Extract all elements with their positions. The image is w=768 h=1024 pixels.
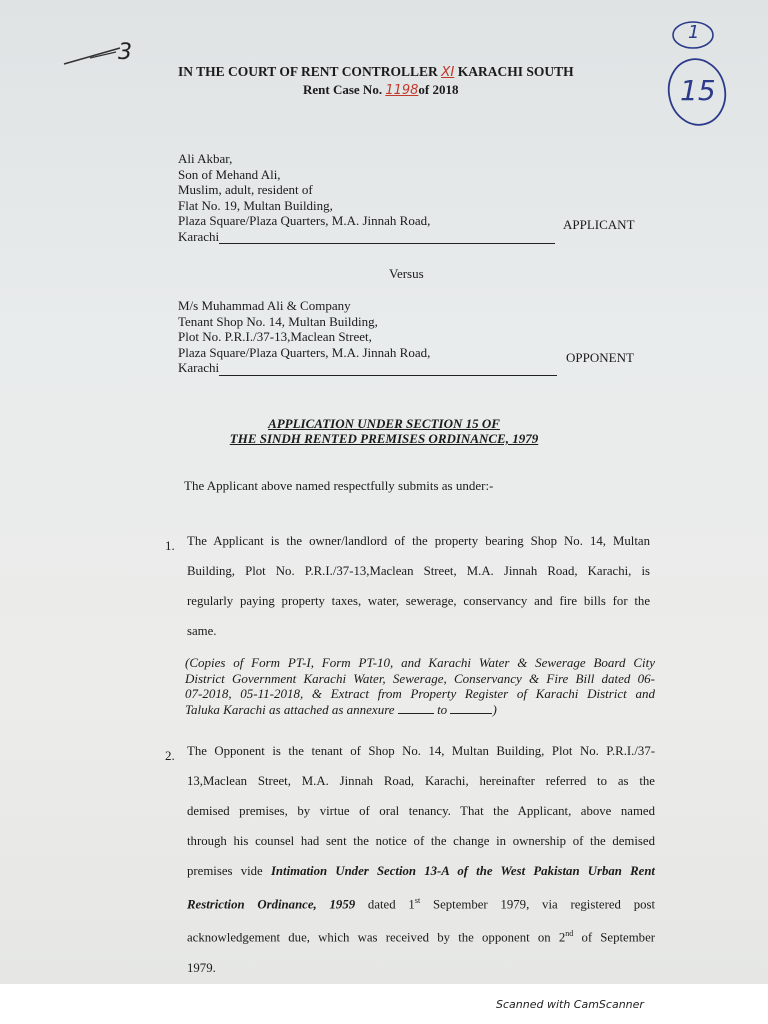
paragraph-line: same. bbox=[187, 624, 217, 638]
paragraph-line: through his counsel had sent the notice of the change in ownership of the demised bbox=[187, 834, 655, 848]
paragraph-line: The Opponent is the tenant of Shop No. 14, Multan Building, Plot No. P.R.I./37- bbox=[187, 744, 655, 758]
court-number-handwritten: XI bbox=[441, 64, 455, 80]
applicant-line: Ali Akbar, bbox=[178, 151, 233, 166]
applicant-last-line: Karachi bbox=[178, 229, 555, 245]
paragraph-1 bbox=[187, 526, 650, 646]
case-label: Rent Case No. bbox=[303, 82, 383, 97]
circled-number-handwritten: 15 bbox=[680, 74, 716, 107]
paragraph-line: Restriction Ordinance, 1959 dated 1st September 1979, via registered post bbox=[187, 896, 656, 912]
intro-sentence: The Applicant above named respectfully submits as under:- bbox=[184, 478, 494, 493]
applicant-line: Muslim, adult, resident of bbox=[178, 182, 313, 197]
court-title bbox=[178, 64, 574, 80]
margin-mark-number: 3 bbox=[118, 40, 132, 65]
opponent-last-line: Karachi bbox=[178, 360, 557, 376]
annexure-note bbox=[185, 655, 655, 717]
page-number-handwritten: 1 bbox=[688, 22, 700, 43]
annexure-blank bbox=[398, 703, 434, 714]
application-heading-line1: APPLICATION UNDER SECTION 15 OF bbox=[268, 416, 500, 431]
applicant-role-label: APPLICANT bbox=[563, 217, 635, 232]
case-number-line bbox=[303, 82, 459, 98]
paragraph-line: 13,Maclean Street, M.A. Jinnah Road, Karachi, hereinafter referred to as the bbox=[187, 774, 655, 788]
paragraph-line: demised premises, by virtue of oral tenancy. That the Applicant, above named bbox=[187, 804, 655, 818]
opponent-line: Plot No. P.R.I./37-13,Maclean Street, bbox=[178, 329, 372, 344]
opponent-line: Tenant Shop No. 14, Multan Building, bbox=[178, 313, 378, 329]
note-line: 07-2018, 05-11-2018, & Extract from Property Register of Karachi District and bbox=[185, 686, 655, 701]
applicant-block bbox=[178, 151, 555, 244]
paragraph-line: The Applicant is the owner/landlord of the property bearing Shop No. 14, Multan bbox=[187, 534, 650, 548]
court-title-suffix: KARACHI SOUTH bbox=[457, 64, 574, 79]
paragraph-line: regularly paying property taxes, water, sewerage, conservancy and fire bills for the bbox=[187, 594, 650, 608]
court-title-prefix: IN THE COURT OF RENT CONTROLLER bbox=[178, 64, 438, 79]
paragraph-line: Building, Plot No. P.R.I./37-13,Maclean Street, M.A. Jinnah Road, Karachi, is bbox=[187, 564, 650, 578]
note-line: District Government Karachi Water, Sewerage, Conservancy & Fire Bill dated 06- bbox=[185, 670, 655, 686]
case-number-handwritten: 1198 bbox=[385, 83, 419, 98]
versus-label: Versus bbox=[389, 266, 424, 281]
applicant-line: Son of Mehand Ali, bbox=[178, 166, 281, 182]
annexure-blank bbox=[450, 703, 492, 714]
case-year: of 2018 bbox=[418, 82, 459, 97]
note-line: Taluka Karachi as attached as annexure to ) bbox=[185, 701, 497, 717]
paragraph-2 bbox=[187, 736, 655, 983]
opponent-line: M/s Muhammad Ali & Company bbox=[178, 298, 351, 313]
application-heading-line2: THE SINDH RENTED PREMISES ORDINANCE, 1979 bbox=[229, 431, 539, 446]
paragraph-number: 2. bbox=[165, 748, 175, 763]
opponent-line: Plaza Square/Plaza Quarters, M.A. Jinnah Road, bbox=[178, 344, 431, 360]
signature-rule bbox=[219, 365, 557, 376]
signature-rule bbox=[219, 233, 555, 244]
paragraph-line: 1979. bbox=[187, 960, 216, 975]
paragraph-number: 1. bbox=[165, 538, 175, 553]
margin-pen-stroke-icon bbox=[60, 36, 150, 76]
note-line: (Copies of Form PT-I, Form PT-10, and Karachi Water & Sewerage Board City bbox=[185, 655, 655, 670]
statute-reference: Intimation Under Section 13-A of the West Pakistan Urban Rent bbox=[270, 864, 655, 878]
opponent-block bbox=[178, 298, 557, 376]
applicant-line: Flat No. 19, Multan Building, bbox=[178, 197, 333, 213]
paragraph-line: premises vide Intimation Under Section 13-A of the West Pakistan Urban Rent bbox=[187, 864, 655, 878]
applicant-line: Plaza Square/Plaza Quarters, M.A. Jinnah Road, bbox=[178, 213, 431, 228]
scanner-watermark: Scanned with CamScanner bbox=[496, 998, 644, 1011]
paragraph-line: acknowledgement due, which was received by the opponent on 2nd of September bbox=[187, 929, 656, 945]
opponent-role-label: OPPONENT bbox=[566, 350, 634, 365]
statute-reference: Restriction Ordinance, 1959 bbox=[187, 897, 356, 912]
